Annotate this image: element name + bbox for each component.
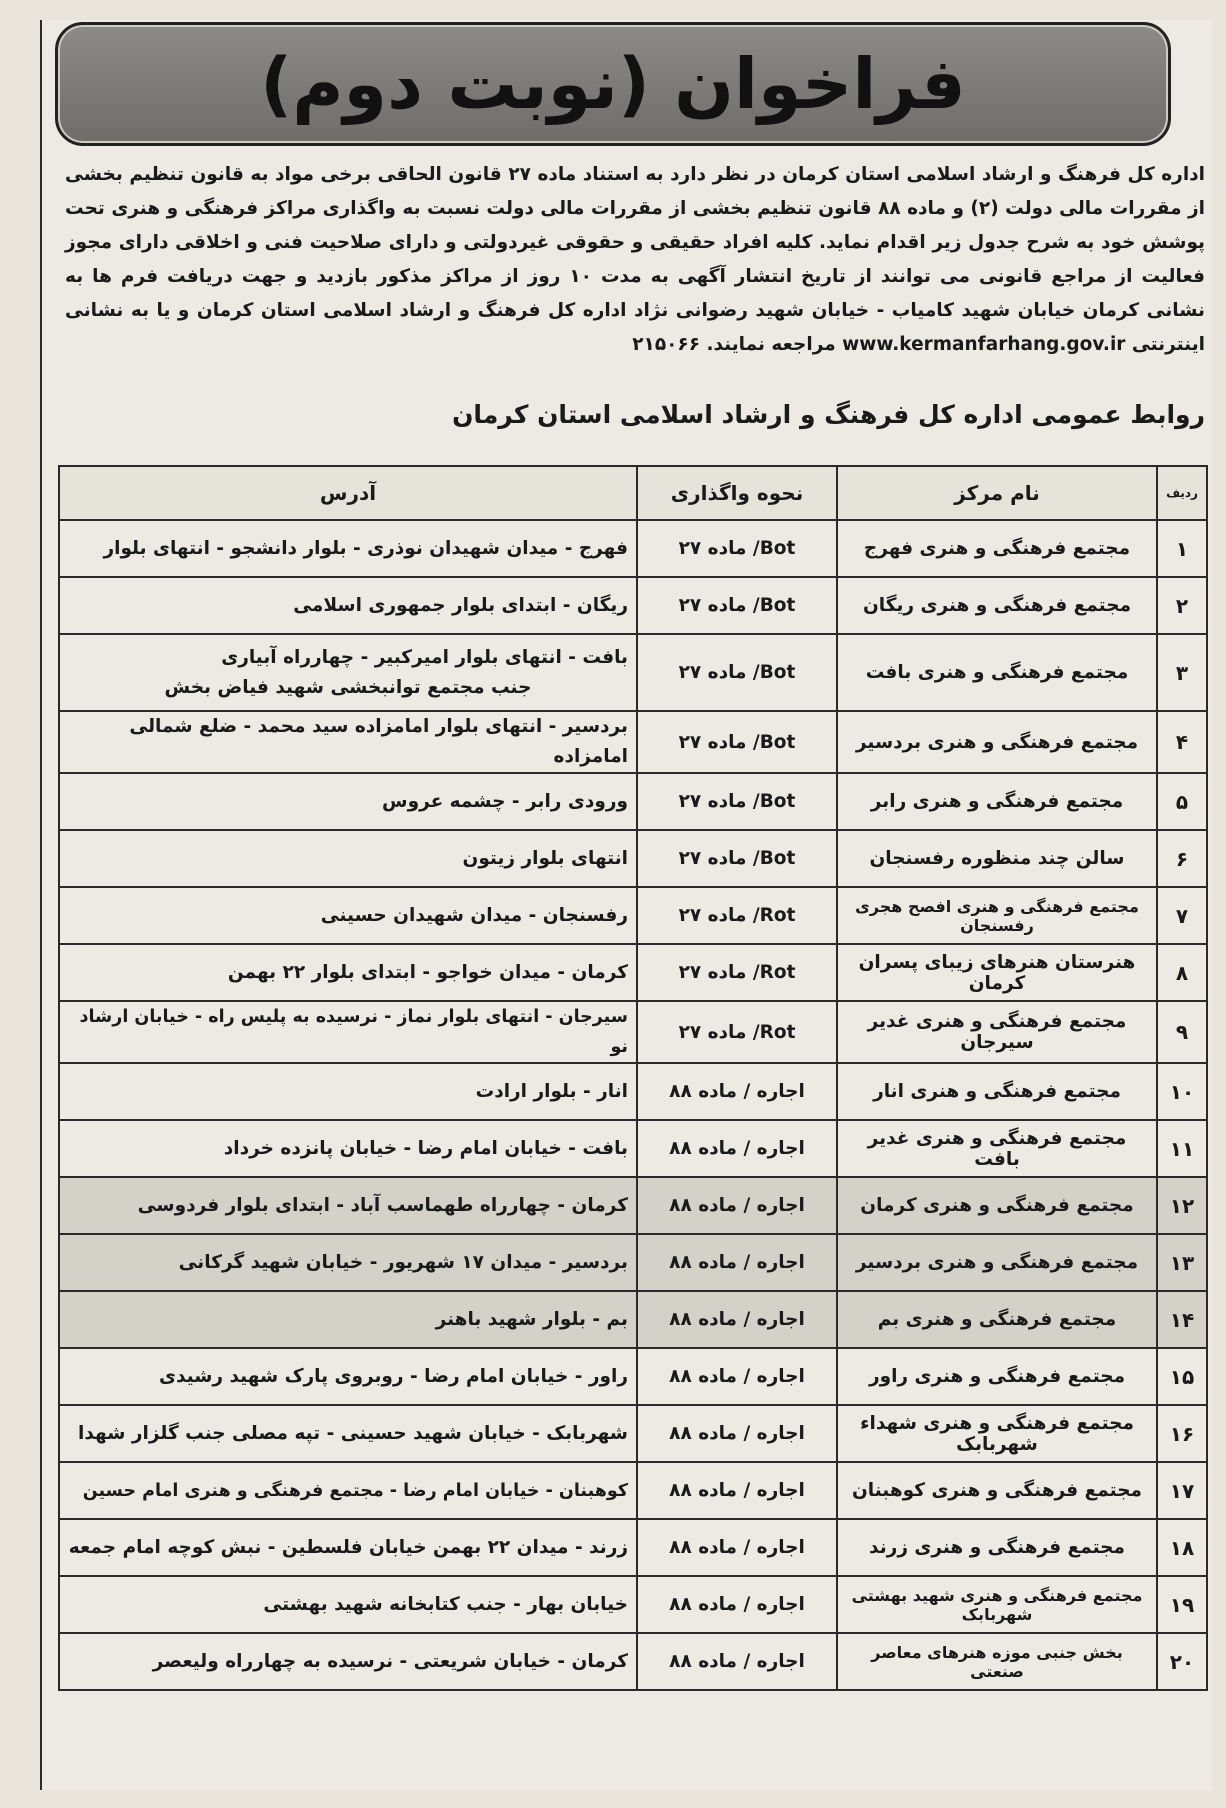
address-line: بم - بلوار شهید باهنر [435, 1308, 628, 1330]
center-address [59, 634, 637, 711]
row-number: ۶ [1157, 830, 1207, 887]
center-name: مجتمع فرهنگی و هنری ریگان [837, 577, 1157, 634]
transfer-mode: اجاره / ماده ۸۸ [637, 1633, 837, 1690]
center-address [59, 1063, 637, 1120]
row-number: ۴ [1157, 711, 1207, 773]
transfer-mode: اجاره / ماده ۸۸ [637, 1348, 837, 1405]
header-row-number: ردیف [1157, 466, 1207, 520]
title-banner [55, 22, 1171, 146]
transfer-mode: Rot/ ماده ۲۷ [637, 944, 837, 1001]
transfer-mode: اجاره / ماده ۸۸ [637, 1519, 837, 1576]
transfer-mode: Bot/ ماده ۲۷ [637, 711, 837, 773]
transfer-mode: اجاره / ماده ۸۸ [637, 1234, 837, 1291]
center-address [59, 1177, 637, 1234]
center-name: مجتمع فرهنگی و هنری رابر [837, 773, 1157, 830]
center-address [59, 1633, 637, 1690]
address-line: بردسیر - میدان ۱۷ شهریور - خیابان شهید گرکانی [178, 1251, 628, 1273]
header-address: آدرس [59, 466, 637, 520]
table-body [59, 520, 1207, 1690]
table-row [59, 1234, 1207, 1291]
row-number: ۵ [1157, 773, 1207, 830]
address-line: زرند - میدان ۲۲ بهمن خیابان فلسطین - نبش کوچه امام جمعه [68, 1536, 628, 1558]
row-number: ۲ [1157, 577, 1207, 634]
center-name: مجتمع فرهنگی و هنری فهرج [837, 520, 1157, 577]
center-address [59, 773, 637, 830]
transfer-mode: Bot/ ماده ۲۷ [637, 773, 837, 830]
table-row [59, 944, 1207, 1001]
center-address [59, 830, 637, 887]
address-line: شهربابک - خیابان شهید حسینی - تپه مصلی جنب گلزار شهدا [78, 1422, 628, 1444]
public-relations-signature: روابط عمومی اداره کل فرهنگ و ارشاد اسلامی استان کرمان [452, 400, 1205, 429]
intro-ending: مراجعه نمایند. [706, 334, 836, 355]
row-number: ۱۴ [1157, 1291, 1207, 1348]
center-address [59, 1576, 637, 1633]
center-name: مجتمع فرهنگی و هنری زرند [837, 1519, 1157, 1576]
row-number: ۱۱ [1157, 1120, 1207, 1177]
transfer-mode: Bot/ ماده ۲۷ [637, 577, 837, 634]
table-row [59, 1462, 1207, 1519]
transfer-mode: اجاره / ماده ۸۸ [637, 1405, 837, 1462]
row-number: ۱۸ [1157, 1519, 1207, 1576]
row-number: ۹ [1157, 1001, 1207, 1063]
address-line-2: جنب مجتمع توانبخشی شهید فیاض بخش [164, 676, 532, 698]
table-row [59, 1519, 1207, 1576]
transfer-mode: اجاره / ماده ۸۸ [637, 1177, 837, 1234]
row-number: ۱۶ [1157, 1405, 1207, 1462]
center-name: مجتمع فرهنگی و هنری انار [837, 1063, 1157, 1120]
address-line: سیرجان - انتهای بلوار نماز - نرسیده به پلیس راه - خیابان ارشاد نو [79, 1007, 628, 1057]
center-address [59, 1234, 637, 1291]
row-number: ۱۵ [1157, 1348, 1207, 1405]
page-title: فراخوان (نوبت دوم) [260, 43, 966, 125]
center-address [59, 1462, 637, 1519]
center-address [59, 1519, 637, 1576]
row-number: ۱۷ [1157, 1462, 1207, 1519]
center-address [59, 887, 637, 944]
header-transfer-mode: نحوه واگذاری [637, 466, 837, 520]
transfer-mode: اجاره / ماده ۸۸ [637, 1291, 837, 1348]
center-address [59, 1405, 637, 1462]
center-address [59, 1001, 637, 1063]
address-line: بردسیر - انتهای بلوار امامزاده سید محمد - ضلع شمالی امامزاده [129, 716, 628, 767]
row-number: ۳ [1157, 634, 1207, 711]
table-row [59, 1177, 1207, 1234]
transfer-mode: اجاره / ماده ۸۸ [637, 1576, 837, 1633]
center-name: مجتمع فرهنگی و هنری شهید بهشتی شهربابک [837, 1576, 1157, 1633]
address-line: ورودی رابر - چشمه عروس [382, 790, 628, 812]
table-row [59, 1348, 1207, 1405]
table-row [59, 711, 1207, 773]
center-name: مجتمع فرهنگی و هنری بافت [837, 634, 1157, 711]
center-address [59, 1120, 637, 1177]
table-row [59, 577, 1207, 634]
transfer-mode: Bot/ ماده ۲۷ [637, 634, 837, 711]
table-row [59, 1001, 1207, 1063]
row-number: ۱۰ [1157, 1063, 1207, 1120]
center-address [59, 577, 637, 634]
center-name: مجتمع فرهنگی و هنری کوهبنان [837, 1462, 1157, 1519]
center-name: مجتمع فرهنگی و هنری شهداء شهربابک [837, 1405, 1157, 1462]
center-name: مجتمع فرهنگی و هنری راور [837, 1348, 1157, 1405]
centers-table [58, 465, 1208, 1691]
row-number: ۱۲ [1157, 1177, 1207, 1234]
center-name: مجتمع فرهنگی و هنری بردسیر [837, 1234, 1157, 1291]
transfer-mode: Rot/ ماده ۲۷ [637, 887, 837, 944]
table-row [59, 1291, 1207, 1348]
address-line: بافت - انتهای بلوار امیرکبیر - چهارراه آبیاری [221, 646, 628, 668]
address-line: کرمان - چهارراه طهماسب آباد - ابتدای بلوار فردوسی [137, 1194, 628, 1216]
center-name: سالن چند منظوره رفسنجان [837, 830, 1157, 887]
row-number: ۷ [1157, 887, 1207, 944]
table-row [59, 1405, 1207, 1462]
table-header-row [59, 466, 1207, 520]
table-row [59, 1063, 1207, 1120]
address-line: راور - خیابان امام رضا - روبروی پارک شهید رشیدی [159, 1365, 628, 1387]
row-number: ۱۳ [1157, 1234, 1207, 1291]
center-address [59, 1291, 637, 1348]
website-url: www.kermanfarhang.gov.ir [842, 334, 1126, 355]
table-row [59, 773, 1207, 830]
address-line: خیابان بهار - جنب کتابخانه شهید بهشتی [263, 1593, 628, 1615]
center-address [59, 520, 637, 577]
address-line: بافت - خیابان امام رضا - خیابان پانزده خرداد [223, 1137, 628, 1159]
header-center-name: نام مرکز [837, 466, 1157, 520]
center-name: مجتمع فرهنگی و هنری بم [837, 1291, 1157, 1348]
center-name: مجتمع فرهنگی و هنری غدیر بافت [837, 1120, 1157, 1177]
center-address [59, 711, 637, 773]
address-line: کوهبنان - خیابان امام رضا - مجتمع فرهنگی و هنری امام حسین [82, 1480, 628, 1501]
transfer-mode: Rot/ ماده ۲۷ [637, 1001, 837, 1063]
transfer-mode: اجاره / ماده ۸۸ [637, 1462, 837, 1519]
transfer-mode: اجاره / ماده ۸۸ [637, 1120, 837, 1177]
table-row [59, 1576, 1207, 1633]
center-name: هنرستان هنرهای زیبای پسران کرمان [837, 944, 1157, 1001]
row-number: ۱۹ [1157, 1576, 1207, 1633]
center-name: مجتمع فرهنگی و هنری افصح هجری رفسنجان [837, 887, 1157, 944]
center-name: بخش جنبی موزه هنرهای معاصر صنعتی [837, 1633, 1157, 1690]
address-line: انار - بلوار ارادت [475, 1080, 628, 1102]
row-number: ۱ [1157, 520, 1207, 577]
address-line: کرمان - خیابان شریعتی - نرسیده به چهارراه ولیعصر [152, 1650, 628, 1672]
row-number: ۲۰ [1157, 1633, 1207, 1690]
address-line: فهرج - میدان شهیدان نوذری - بلوار دانشجو - انتهای بلوار [103, 537, 628, 559]
center-name: مجتمع فرهنگی و هنری بردسیر [837, 711, 1157, 773]
table-row [59, 520, 1207, 577]
ad-code: ۲۱۵۰۶۶ [632, 334, 700, 355]
table-row [59, 1120, 1207, 1177]
address-line: رفسنجان - میدان شهیدان حسینی [320, 904, 628, 926]
table-row [59, 830, 1207, 887]
center-name: مجتمع فرهنگی و هنری کرمان [837, 1177, 1157, 1234]
intro-text: اداره کل فرهنگ و ارشاد اسلامی استان کرمان در نظر دارد به استناد ماده ۲۷ قانون الحاقی برخی مواد به قانون تنظیم بخشی از مقررات مالی دولت (۲) و ماده ۸۸ قانون تنظیم بخشی از مقررات مالی دولت نسبت به واگذاری مراکز فرهنگی و هنری تحت پوشش خود به شرح جدول زیر اقدام نماید. کلیه افراد حقیقی و حقوقی غیردولتی و دارای صلاحیت فنی و اخلاقی دارای مجوز فعالیت از مراجع قانونی می توانند از تاریخ انتشار آگهی به مدت ۱۰ روز از مراکز مذکور بازدید و جهت دریافت فرم ها به نشانی کرمان خیابان شهید کامیاب - خیابان شهید رضوانی نژاد اداره کل فرهنگ و ارشاد اسلامی استان کرمان و یا به نشانی اینترنتی [65, 164, 1206, 355]
table-row [59, 1633, 1207, 1690]
transfer-mode: اجاره / ماده ۸۸ [637, 1063, 837, 1120]
center-name: مجتمع فرهنگی و هنری غدیر سیرجان [837, 1001, 1157, 1063]
address-line: کرمان - میدان خواجو - ابتدای بلوار ۲۲ بهمن [227, 961, 628, 983]
intro-paragraph [65, 158, 1205, 362]
table-row [59, 634, 1207, 711]
transfer-mode: Bot/ ماده ۲۷ [637, 520, 837, 577]
center-address [59, 944, 637, 1001]
address-line: انتهای بلوار زیتون [462, 847, 628, 869]
center-address [59, 1348, 637, 1405]
row-number: ۸ [1157, 944, 1207, 1001]
address-line: ریگان - ابتدای بلوار جمهوری اسلامی [293, 594, 628, 616]
transfer-mode: Bot/ ماده ۲۷ [637, 830, 837, 887]
table-row [59, 887, 1207, 944]
